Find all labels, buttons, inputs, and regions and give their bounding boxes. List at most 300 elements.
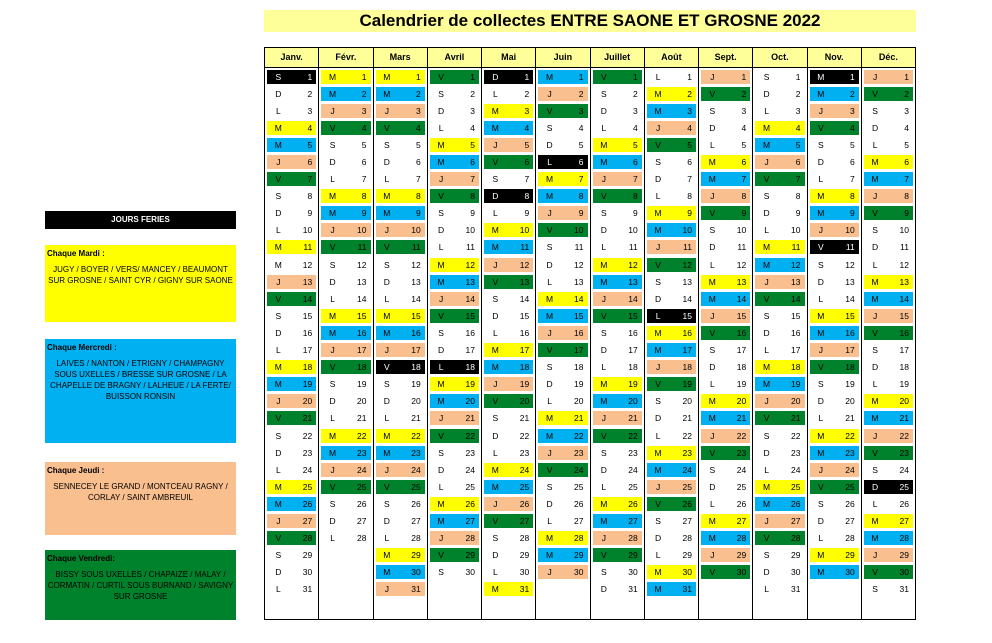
day-cell: [593, 411, 642, 425]
day-cell: [430, 189, 479, 203]
day-letter: M: [329, 430, 337, 441]
day-number: 6: [741, 157, 747, 168]
day-cell: [267, 275, 316, 289]
day-number: 5: [307, 139, 313, 150]
day-cell: [593, 104, 642, 118]
day-letter: J: [276, 515, 281, 526]
day-letter: M: [491, 242, 499, 253]
day-row: [753, 136, 806, 153]
day-number: 27: [411, 515, 421, 526]
day-row: [265, 290, 318, 307]
day-row: [428, 136, 481, 153]
day-row: [482, 85, 535, 102]
day-letter: M: [491, 225, 499, 236]
day-row: [265, 324, 318, 341]
month-header: Sept.: [699, 48, 752, 68]
day-letter: L: [818, 293, 824, 304]
day-row: [808, 153, 861, 170]
day-letter: V: [763, 174, 770, 185]
day-number: 4: [416, 122, 421, 133]
day-number: 30: [465, 567, 475, 578]
day-number: 19: [736, 379, 747, 390]
day-number: 30: [682, 567, 692, 578]
day-letter: S: [329, 379, 336, 390]
day-row: [536, 410, 589, 427]
day-number: 3: [850, 105, 855, 116]
day-row: [482, 427, 535, 444]
day-row: [482, 119, 535, 136]
day-letter: V: [546, 225, 553, 236]
day-letter: J: [493, 498, 498, 509]
day-row: [319, 512, 372, 529]
day-row: [699, 427, 752, 444]
day-cell: [864, 223, 913, 237]
day-row: [536, 119, 589, 136]
day-cell: [810, 548, 859, 562]
day-number: 23: [736, 447, 747, 458]
day-cell: [755, 326, 804, 340]
day-row: [319, 427, 372, 444]
day-letter: M: [383, 550, 391, 561]
day-row: [319, 376, 372, 393]
day-cell: [321, 206, 370, 220]
day-letter: L: [330, 174, 335, 185]
day-number: 6: [470, 157, 475, 168]
day-letter: V: [383, 362, 390, 373]
day-cell: [267, 548, 316, 562]
day-row: [753, 410, 806, 427]
day-letter: V: [492, 515, 499, 526]
day-row: [374, 342, 427, 359]
day-letter: L: [275, 584, 281, 595]
day-number: 5: [361, 139, 367, 150]
day-cell: [321, 70, 370, 84]
day-cell: [484, 429, 533, 443]
day-row: [645, 461, 698, 478]
day-letter: S: [872, 584, 878, 595]
day-row: [591, 68, 644, 85]
day-cell: [593, 446, 642, 460]
day-letter: S: [872, 464, 878, 475]
day-cell: [701, 497, 750, 511]
day-row: [265, 239, 318, 256]
day-number: 2: [741, 88, 747, 99]
day-letter: L: [764, 584, 769, 595]
day-cell: [267, 446, 316, 460]
day-row: [482, 478, 535, 495]
day-row: [265, 410, 318, 427]
day-number: 6: [633, 157, 638, 168]
day-row: [536, 444, 589, 461]
day-letter: D: [383, 276, 390, 287]
day-letter: J: [547, 447, 552, 458]
day-number: 10: [628, 225, 638, 236]
day-number: 13: [411, 276, 421, 287]
day-number: 11: [791, 242, 801, 253]
day-number: 23: [519, 447, 530, 458]
day-number: 2: [633, 88, 638, 99]
day-letter: M: [817, 208, 825, 219]
day-row: [374, 153, 427, 170]
day-cell: [376, 258, 425, 272]
day-cell: [538, 309, 587, 323]
day-row: [808, 547, 861, 564]
day-cell: [701, 446, 750, 460]
day-cell: [267, 258, 316, 272]
day-letter: V: [817, 122, 824, 133]
day-letter: M: [383, 447, 391, 458]
day-row: [645, 410, 698, 427]
day-letter: V: [275, 174, 282, 185]
day-cell: [538, 565, 587, 579]
day-row: [428, 85, 481, 102]
day-number: 5: [633, 139, 638, 150]
day-letter: L: [547, 515, 552, 526]
day-letter: M: [654, 208, 662, 219]
day-letter: L: [872, 139, 878, 150]
day-row: [862, 153, 915, 170]
day-letter: S: [817, 259, 824, 270]
day-cell: [755, 104, 804, 118]
day-cell: [538, 377, 587, 391]
day-cell: [267, 138, 316, 152]
day-letter: L: [438, 362, 444, 373]
day-cell: [376, 172, 425, 186]
day-letter: M: [763, 481, 771, 492]
day-row: [699, 153, 752, 170]
day-cell: [755, 275, 804, 289]
day-cell: [538, 480, 587, 494]
day-cell: [538, 172, 587, 186]
day-letter: M: [600, 276, 608, 287]
day-letter: V: [872, 88, 878, 99]
day-letter: L: [492, 567, 498, 578]
day-letter: M: [546, 413, 554, 424]
day-cell: [755, 121, 804, 135]
day-row: [265, 307, 318, 324]
day-row: [428, 205, 481, 222]
day-letter: J: [655, 481, 661, 492]
day-row: [645, 359, 698, 376]
day-letter: V: [600, 430, 607, 441]
day-row: [808, 307, 861, 324]
day-row: [482, 222, 535, 239]
day-row: [645, 136, 698, 153]
day-row: [699, 205, 752, 222]
day-row: [753, 171, 806, 188]
day-number: 1: [687, 71, 692, 82]
day-letter: L: [764, 105, 769, 116]
day-letter: M: [817, 191, 825, 202]
day-row: [265, 530, 318, 547]
day-cell: [484, 155, 533, 169]
day-letter: V: [329, 362, 336, 373]
day-letter: M: [491, 362, 499, 373]
day-letter: M: [763, 259, 771, 270]
day-cell: [484, 121, 533, 135]
legend-vendredi-heading: Chaque Vendredi:: [47, 554, 116, 563]
day-letter: D: [763, 208, 770, 219]
day-number: 17: [682, 345, 692, 356]
day-number: 16: [628, 327, 638, 338]
day-letter: D: [654, 533, 662, 544]
day-cell: [321, 87, 370, 101]
day-letter: M: [546, 310, 554, 321]
day-row: [753, 239, 806, 256]
day-number: 27: [845, 515, 855, 526]
day-cell: [538, 463, 587, 477]
day-row: [428, 393, 481, 410]
day-number: 12: [465, 259, 475, 270]
day-row: [374, 239, 427, 256]
day-row: [536, 376, 589, 393]
day-cell: [430, 326, 479, 340]
day-number: 4: [904, 122, 909, 133]
day-cell: [701, 240, 750, 254]
day-cell: [430, 531, 479, 545]
day-letter: V: [492, 157, 499, 168]
day-row: [482, 290, 535, 307]
day-letter: L: [655, 71, 661, 82]
day-row: [753, 581, 806, 598]
day-row: [808, 410, 861, 427]
day-cell: [647, 275, 696, 289]
legend-mardi-towns: JUGY / BOYER / VERS/ MANCEY / BEAUMONT SUR GROSNE / SAINT CYR / GIGNY SUR SAONE: [48, 265, 233, 285]
day-cell: [647, 104, 696, 118]
day-letter: S: [763, 430, 770, 441]
day-cell: [647, 411, 696, 425]
day-number: 30: [736, 567, 747, 578]
day-cell: [321, 531, 370, 545]
day-row: [591, 256, 644, 273]
day-letter: V: [763, 293, 770, 304]
day-letter: S: [383, 379, 390, 390]
day-cell: [267, 240, 316, 254]
day-number: 18: [736, 362, 747, 373]
day-letter: V: [383, 242, 390, 253]
day-number: 29: [628, 550, 638, 561]
day-cell: [755, 172, 804, 186]
day-number: 7: [578, 174, 584, 185]
day-letter: J: [276, 396, 281, 407]
day-row: [808, 136, 861, 153]
day-cell: [267, 206, 316, 220]
day-number: 3: [307, 105, 313, 116]
day-cell: [755, 446, 804, 460]
day-row: [699, 547, 752, 564]
day-number: 5: [416, 139, 421, 150]
day-number: 20: [465, 396, 475, 407]
day-letter: J: [330, 105, 335, 116]
day-number: 7: [633, 174, 638, 185]
day-cell: [376, 377, 425, 391]
day-row: [319, 119, 372, 136]
day-row: [808, 119, 861, 136]
day-number: 13: [628, 276, 638, 287]
day-number: 5: [850, 139, 855, 150]
day-letter: L: [601, 242, 607, 253]
day-row: [482, 495, 535, 512]
day-number: 27: [465, 515, 475, 526]
day-cell: [538, 514, 587, 528]
day-row: [699, 68, 752, 85]
day-row: [753, 102, 806, 119]
day-number: 15: [682, 310, 692, 321]
day-row: [374, 530, 427, 547]
day-row: [591, 222, 644, 239]
day-letter: M: [329, 191, 337, 202]
day-number: 28: [628, 533, 638, 544]
day-letter: M: [274, 242, 282, 253]
day-row: [862, 547, 915, 564]
day-letter: M: [708, 293, 716, 304]
day-row: [374, 564, 427, 581]
day-number: 10: [519, 225, 530, 236]
day-row: [645, 342, 698, 359]
day-number: 22: [302, 430, 313, 441]
day-row: [265, 512, 318, 529]
day-number: 10: [682, 225, 692, 236]
day-cell: [321, 292, 370, 306]
day-number: 9: [633, 208, 638, 219]
day-row: [699, 256, 752, 273]
day-cell: [430, 206, 479, 220]
day-number: 27: [519, 515, 530, 526]
day-cell: [701, 258, 750, 272]
day-letter: V: [546, 464, 553, 475]
day-number: 1: [795, 71, 801, 82]
day-letter: J: [818, 105, 823, 116]
day-cell: [484, 377, 533, 391]
day-letter: M: [437, 498, 445, 509]
day-cell: [321, 394, 370, 408]
day-row: [753, 205, 806, 222]
day-letter: M: [654, 447, 662, 458]
day-row: [591, 359, 644, 376]
day-cell: [810, 429, 859, 443]
day-row: [536, 222, 589, 239]
day-letter: V: [817, 362, 824, 373]
day-cell: [484, 309, 533, 323]
day-row: [428, 239, 481, 256]
day-letter: S: [817, 498, 824, 509]
day-row: [536, 102, 589, 119]
day-row: [645, 495, 698, 512]
day-row: [645, 444, 698, 461]
month-header: Févr.: [319, 48, 372, 68]
day-letter: M: [383, 191, 391, 202]
day-row: [428, 564, 481, 581]
day-row: [482, 581, 535, 598]
day-cell: [810, 87, 859, 101]
day-letter: M: [383, 310, 391, 321]
day-row: [862, 581, 915, 598]
day-row: [645, 376, 698, 393]
day-letter: M: [763, 362, 771, 373]
day-cell: [376, 223, 425, 237]
day-letter: V: [655, 498, 661, 509]
day-cell: [701, 223, 750, 237]
day-cell: [755, 411, 804, 425]
day-row: [428, 102, 481, 119]
day-row: [428, 530, 481, 547]
day-row: [862, 427, 915, 444]
day-row: [374, 359, 427, 376]
day-letter: V: [329, 481, 336, 492]
day-number: 14: [899, 293, 909, 304]
day-letter: M: [871, 293, 879, 304]
day-number: 2: [904, 88, 909, 99]
day-number: 5: [741, 139, 747, 150]
day-letter: L: [818, 174, 824, 185]
day-cell: [430, 240, 479, 254]
legend-vendredi: [45, 550, 236, 620]
day-cell: [810, 343, 859, 357]
day-cell: [701, 70, 750, 84]
day-number: 16: [736, 327, 747, 338]
day-number: 30: [791, 567, 801, 578]
day-cell: [267, 292, 316, 306]
day-row: [808, 461, 861, 478]
day-row: [536, 273, 589, 290]
day-row: [428, 512, 481, 529]
day-row: [753, 512, 806, 529]
day-letter: V: [329, 242, 336, 253]
day-cell: [864, 480, 913, 494]
day-row: [699, 239, 752, 256]
page-title: Calendrier de collectes ENTRE SAONE ET GROSNE 2022: [264, 10, 916, 32]
day-letter: S: [817, 379, 824, 390]
day-number: 28: [791, 533, 801, 544]
day-number: 23: [302, 447, 313, 458]
day-number: 22: [465, 430, 475, 441]
day-row: [319, 342, 372, 359]
day-row: [482, 376, 535, 393]
day-number: 18: [302, 362, 313, 373]
day-row: [753, 342, 806, 359]
day-number: 20: [682, 396, 692, 407]
day-cell: [430, 411, 479, 425]
day-cell: [430, 429, 479, 443]
day-number: 18: [519, 362, 530, 373]
day-number: 29: [302, 550, 313, 561]
day-cell: [376, 480, 425, 494]
day-cell: [267, 582, 316, 596]
day-cell: [647, 446, 696, 460]
day-cell: [701, 343, 750, 357]
day-number: 9: [307, 208, 313, 219]
legend-vendredi-towns: BISSY SOUS UXELLES / CHAPAIZE / MALAY / CORMATIN / CURTIL SOUS BURNAND / SAVIGNY SUR GROSNE: [47, 570, 234, 601]
day-letter: M: [274, 139, 282, 150]
day-number: 30: [899, 567, 909, 578]
day-number: 5: [470, 139, 475, 150]
day-cell: [538, 87, 587, 101]
day-row: [319, 324, 372, 341]
day-row: [862, 85, 915, 102]
day-cell: [538, 223, 587, 237]
day-cell: [593, 463, 642, 477]
day-row: [753, 307, 806, 324]
day-number: 28: [411, 533, 421, 544]
day-number: 24: [899, 464, 909, 475]
day-row: [536, 342, 589, 359]
day-cell: [538, 394, 587, 408]
day-row: [482, 188, 535, 205]
day-cell: [430, 497, 479, 511]
day-cell: [864, 343, 913, 357]
day-cell: [267, 411, 316, 425]
day-cell: [755, 138, 804, 152]
